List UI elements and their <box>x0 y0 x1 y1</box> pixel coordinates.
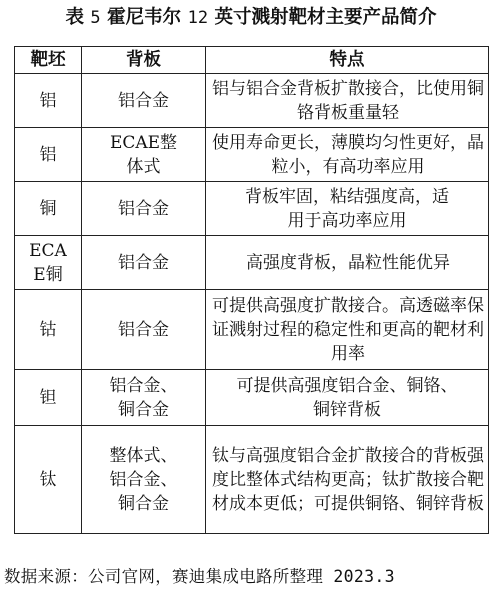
header-backplate: 背板 <box>82 47 206 74</box>
header-feature: 特点 <box>206 47 489 74</box>
table-row <box>15 370 489 426</box>
cell-feature: 可提供高强度铝合金、铜铬、铜锌背板 <box>206 370 489 426</box>
source-note: 数据来源：公司官网，赛迪集成电路所整理 2023.3 <box>4 567 395 586</box>
cell-target: ECAE铜 <box>15 236 82 290</box>
cell-backplate: 铝合金、铜合金 <box>82 370 206 426</box>
table-row <box>15 236 489 290</box>
cell-backplate: 铝合金 <box>82 290 206 370</box>
cell-backplate: ECAE整体式 <box>82 128 206 182</box>
cell-feature: 可提供高强度扩散接合。高透磁率保证溅射过程的稳定性和更高的靶材利用率 <box>206 290 489 370</box>
cell-backplate: 铝合金 <box>82 236 206 290</box>
cell-target: 钛 <box>15 426 82 534</box>
cell-backplate: 铝合金 <box>82 182 206 236</box>
cell-backplate: 整体式、铝合金、铜合金 <box>82 426 206 534</box>
header-target: 靶坯 <box>15 47 82 74</box>
table-row <box>15 128 489 182</box>
table-header-row <box>15 47 489 74</box>
cell-target: 钽 <box>15 370 82 426</box>
cell-backplate: 铝合金 <box>82 74 206 128</box>
cell-target: 铜 <box>15 182 82 236</box>
cell-feature: 背板牢固，粘结强度高，适用于高功率应用 <box>206 182 489 236</box>
cell-feature: 铝与铝合金背板扩散接合，比使用铜铬背板重量轻 <box>206 74 489 128</box>
table-title-number: 5 <box>90 8 101 28</box>
cell-feature: 使用寿命更长，薄膜均匀性更好，晶粒小，有高功率应用 <box>206 128 489 182</box>
table-row <box>15 426 489 534</box>
table-row <box>15 290 489 370</box>
cell-feature: 钛与高强度铝合金扩散接合的背板强度比整体式结构更高；钛扩散接合靶材成本更低；可提供铜铬、铜锌背板 <box>206 426 489 534</box>
cell-target: 铝 <box>15 128 82 182</box>
product-table <box>14 46 489 534</box>
table-title <box>0 4 502 32</box>
table-row <box>15 182 489 236</box>
cell-target: 钴 <box>15 290 82 370</box>
table-title-size: 12 <box>187 8 209 28</box>
cell-target: 铝 <box>15 74 82 128</box>
table-row <box>15 74 489 128</box>
cell-feature: 高强度背板，晶粒性能优异 <box>206 236 489 290</box>
table-title-company: 霍尼韦尔 <box>107 7 182 28</box>
table-title-suffix: 英寸溅射靶材主要产品简介 <box>214 7 437 28</box>
table-title-prefix: 表 <box>65 7 84 28</box>
